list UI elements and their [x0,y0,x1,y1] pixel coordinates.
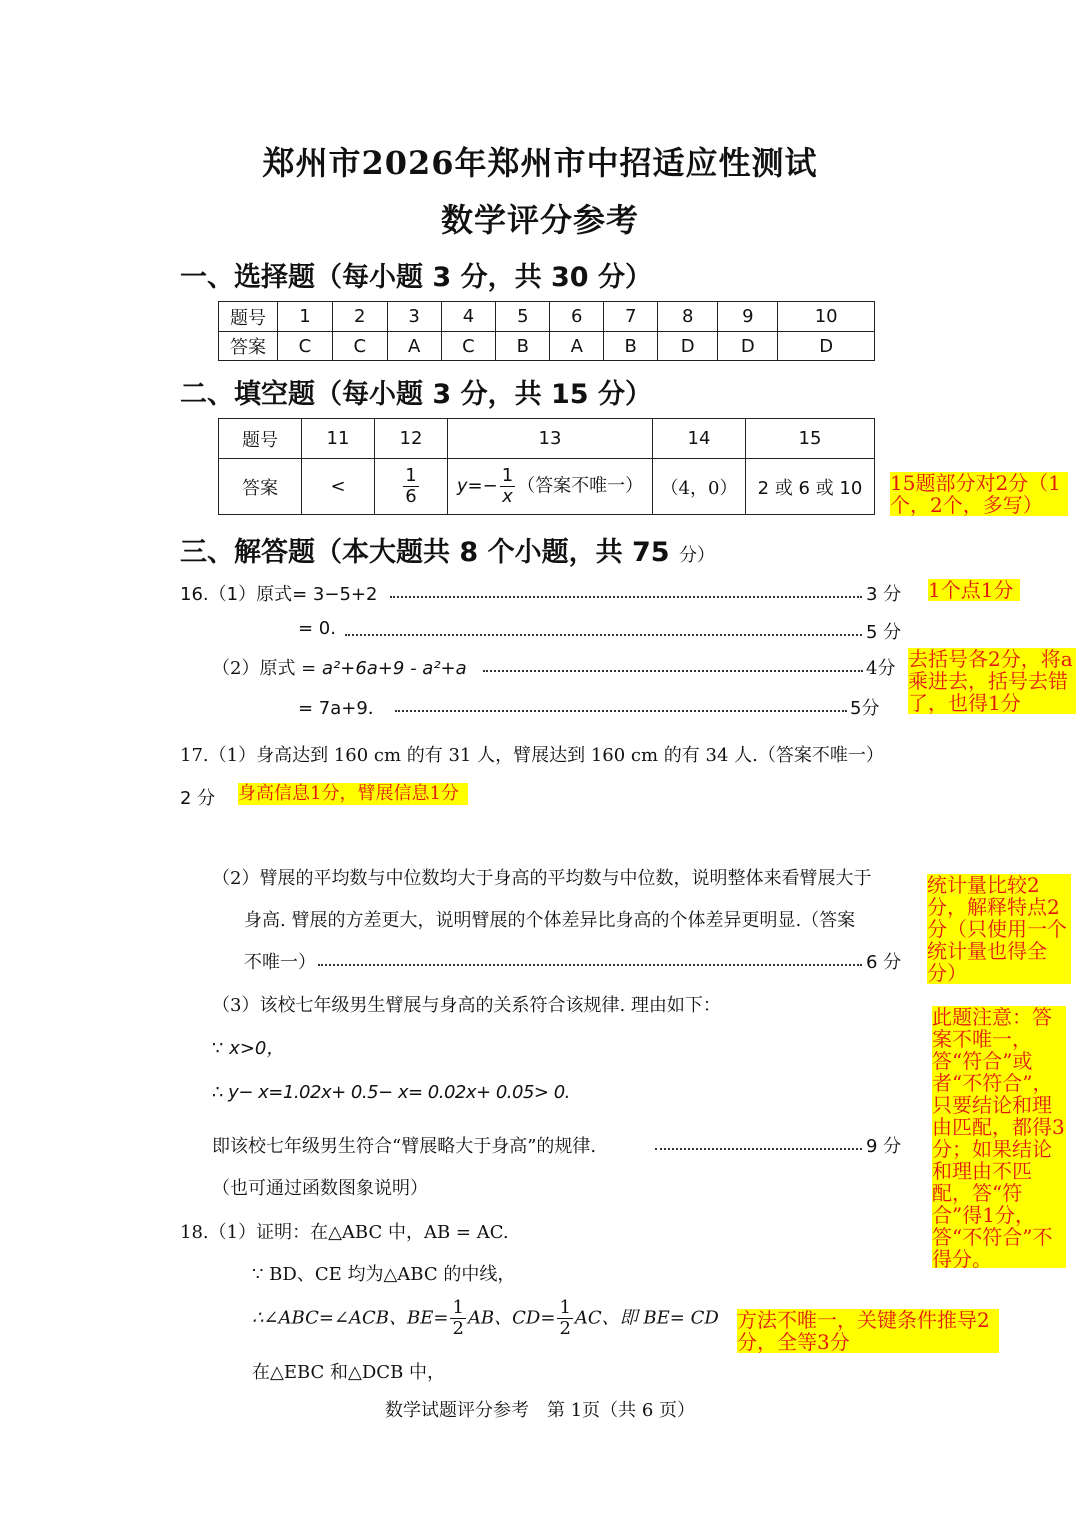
q17-part2-line3: 不唯一） [244,952,316,973]
fraction: $\frac{1}{x}$ [501,465,514,507]
question-number: 3 [387,302,441,332]
q17-part3-line3: ∴ y− x=1.02x+ 0.5− x= 0.02x+ 0.05> 0. [212,1082,570,1103]
question-number: 7 [604,302,658,332]
score: 4分 [866,658,896,679]
question-number: 4 [441,302,496,332]
question-number: 11 [302,419,375,459]
annotation-q17-3: 此题注意：答案不唯一，答“符合”或者“不符合”，只要结论和理由匹配，都得3分；如果结论和理由不匹配，答“符合”得1分，答“不符合”不得分。 [932,1005,1065,1271]
answer-cell: y=− $\frac{1}{x}$ （答案不唯一） [448,459,653,515]
fraction: $\frac{1}{6}$ [405,465,417,507]
answer-cell: （4，0） [653,459,746,515]
q17-part2-line1: （2）臂展的平均数与中位数均大于身高的平均数与中位数，说明整体来看臂展大于 [212,868,872,889]
q17-part1: 17.（1）身高达到 160 cm 的有 31 人，臂展达到 160 cm 的有 34 人.（答案不唯一） [180,745,884,766]
answer-cell: 2 或 6 或 10 [746,459,875,515]
row-label: 题号 [219,302,278,332]
q16-line1: 16.（1）原式= 3−5+2 [180,584,378,605]
section3-heading: 三、解答题（本大题共 8 个小题，共 75 分） [180,537,715,568]
answer-cell: C [332,332,387,361]
q16-line4: = 7a+9． [298,698,386,719]
question-number: 5 [496,302,550,332]
fraction: $\frac{1}{2}$ [452,1297,464,1339]
question-number: 2 [332,302,387,332]
question-number: 1 [278,302,333,332]
choice-answer-row [219,332,875,361]
fill-number-row [219,419,875,459]
fraction: $\frac{1}{2}$ [559,1297,571,1339]
dot-leader [345,634,862,636]
dot-leader [390,596,862,598]
section2-heading: 二、填空题（每小题 3 分，共 15 分） [180,379,652,410]
page-title: 郑州市2026年郑州市中招适应性测试 [262,144,818,182]
question-number: 8 [658,302,718,332]
q18-line4: 在△EBC 和△DCB 中， [252,1362,446,1383]
score: 5 分 [866,622,902,643]
annotation-q17-1: 身高信息1分，臂展信息1分 [238,783,468,805]
q18-line3: ∴∠ABC=∠ACB、BE= $\frac{1}{2}$ AB、CD= $\frac{1}{2}$ AC、即 BE= CD [252,1297,719,1339]
score: 2 分 [180,788,216,809]
answer-cell: A [387,332,441,361]
q17-part3-line4: 即该校七年级男生符合“臂展略大于身高”的规律. [212,1136,597,1157]
answer-cell: B [604,332,658,361]
dot-leader [318,964,862,966]
dot-leader [655,1148,862,1150]
question-number: 14 [653,419,746,459]
question-number: 13 [448,419,653,459]
dot-leader [483,670,863,672]
score: 5分 [850,698,880,719]
q16-line3: （2）原式 = a²+6a+9 - a²+a [212,658,467,679]
annotation-q15: 15题部分对2分（1个，2个，多写） [890,472,1068,516]
page-footer: 数学试题评分参考 第 1页（共 6 页） [384,1400,696,1421]
choice-number-row [219,302,875,332]
annotation-q17-2: 统计量比较2分，解释特点2分（只使用一个统计量也得全分） [927,874,1071,984]
answer-cell: D [658,332,718,361]
question-number: 6 [550,302,604,332]
question-number: 9 [718,302,778,332]
q18-line1: 18.（1）证明：在△ABC 中，AB = AC. [180,1222,509,1243]
row-label: 答案 [219,332,278,361]
answer-cell: B [496,332,550,361]
fill-answer-table [218,418,875,515]
answer-cell: < [302,459,375,515]
fill-answer-row [219,459,875,515]
answer-cell [375,459,448,515]
row-label: 答案 [219,459,302,515]
choice-answer-table [218,301,875,361]
q17-part3-line2: ∵ x>0， [212,1038,285,1059]
annotation-q16-1: 1个点1分 [928,579,1020,601]
annotation-q18: 方法不唯一，关键条件推导2分，全等3分 [737,1309,999,1353]
answer-cell: D [778,332,875,361]
annotation-q16-2: 去括号各2分，将a乘进去，括号去错了，也得1分 [908,648,1076,714]
score: 6 分 [866,952,902,973]
answer-cell: A [550,332,604,361]
q17-part3-line5: （也可通过函数图象说明） [212,1178,428,1199]
answer-cell: C [278,332,333,361]
question-number: 10 [778,302,875,332]
page-subtitle: 数学评分参考 [440,201,639,239]
question-number: 12 [375,419,448,459]
score: 9 分 [866,1136,902,1157]
question-number: 15 [746,419,875,459]
q17-part3-line1: （3）该校七年级男生臂展与身高的关系符合该规律. 理由如下： [212,995,721,1016]
row-label: 题号 [219,419,302,459]
answer-cell: C [441,332,496,361]
q16-line2: = 0. [298,618,336,639]
score: 3 分 [866,584,902,605]
answer-cell: D [718,332,778,361]
dot-leader [395,710,847,712]
section1-heading: 一、选择题（每小题 3 分，共 30 分） [180,262,652,293]
q17-part2-line2: 身高. 臂展的方差更大，说明臂展的个体差异比身高的个体差异更明显.（答案 [244,910,856,931]
q18-line2: ∵ BD、CE 均为△ABC 的中线， [252,1264,516,1285]
